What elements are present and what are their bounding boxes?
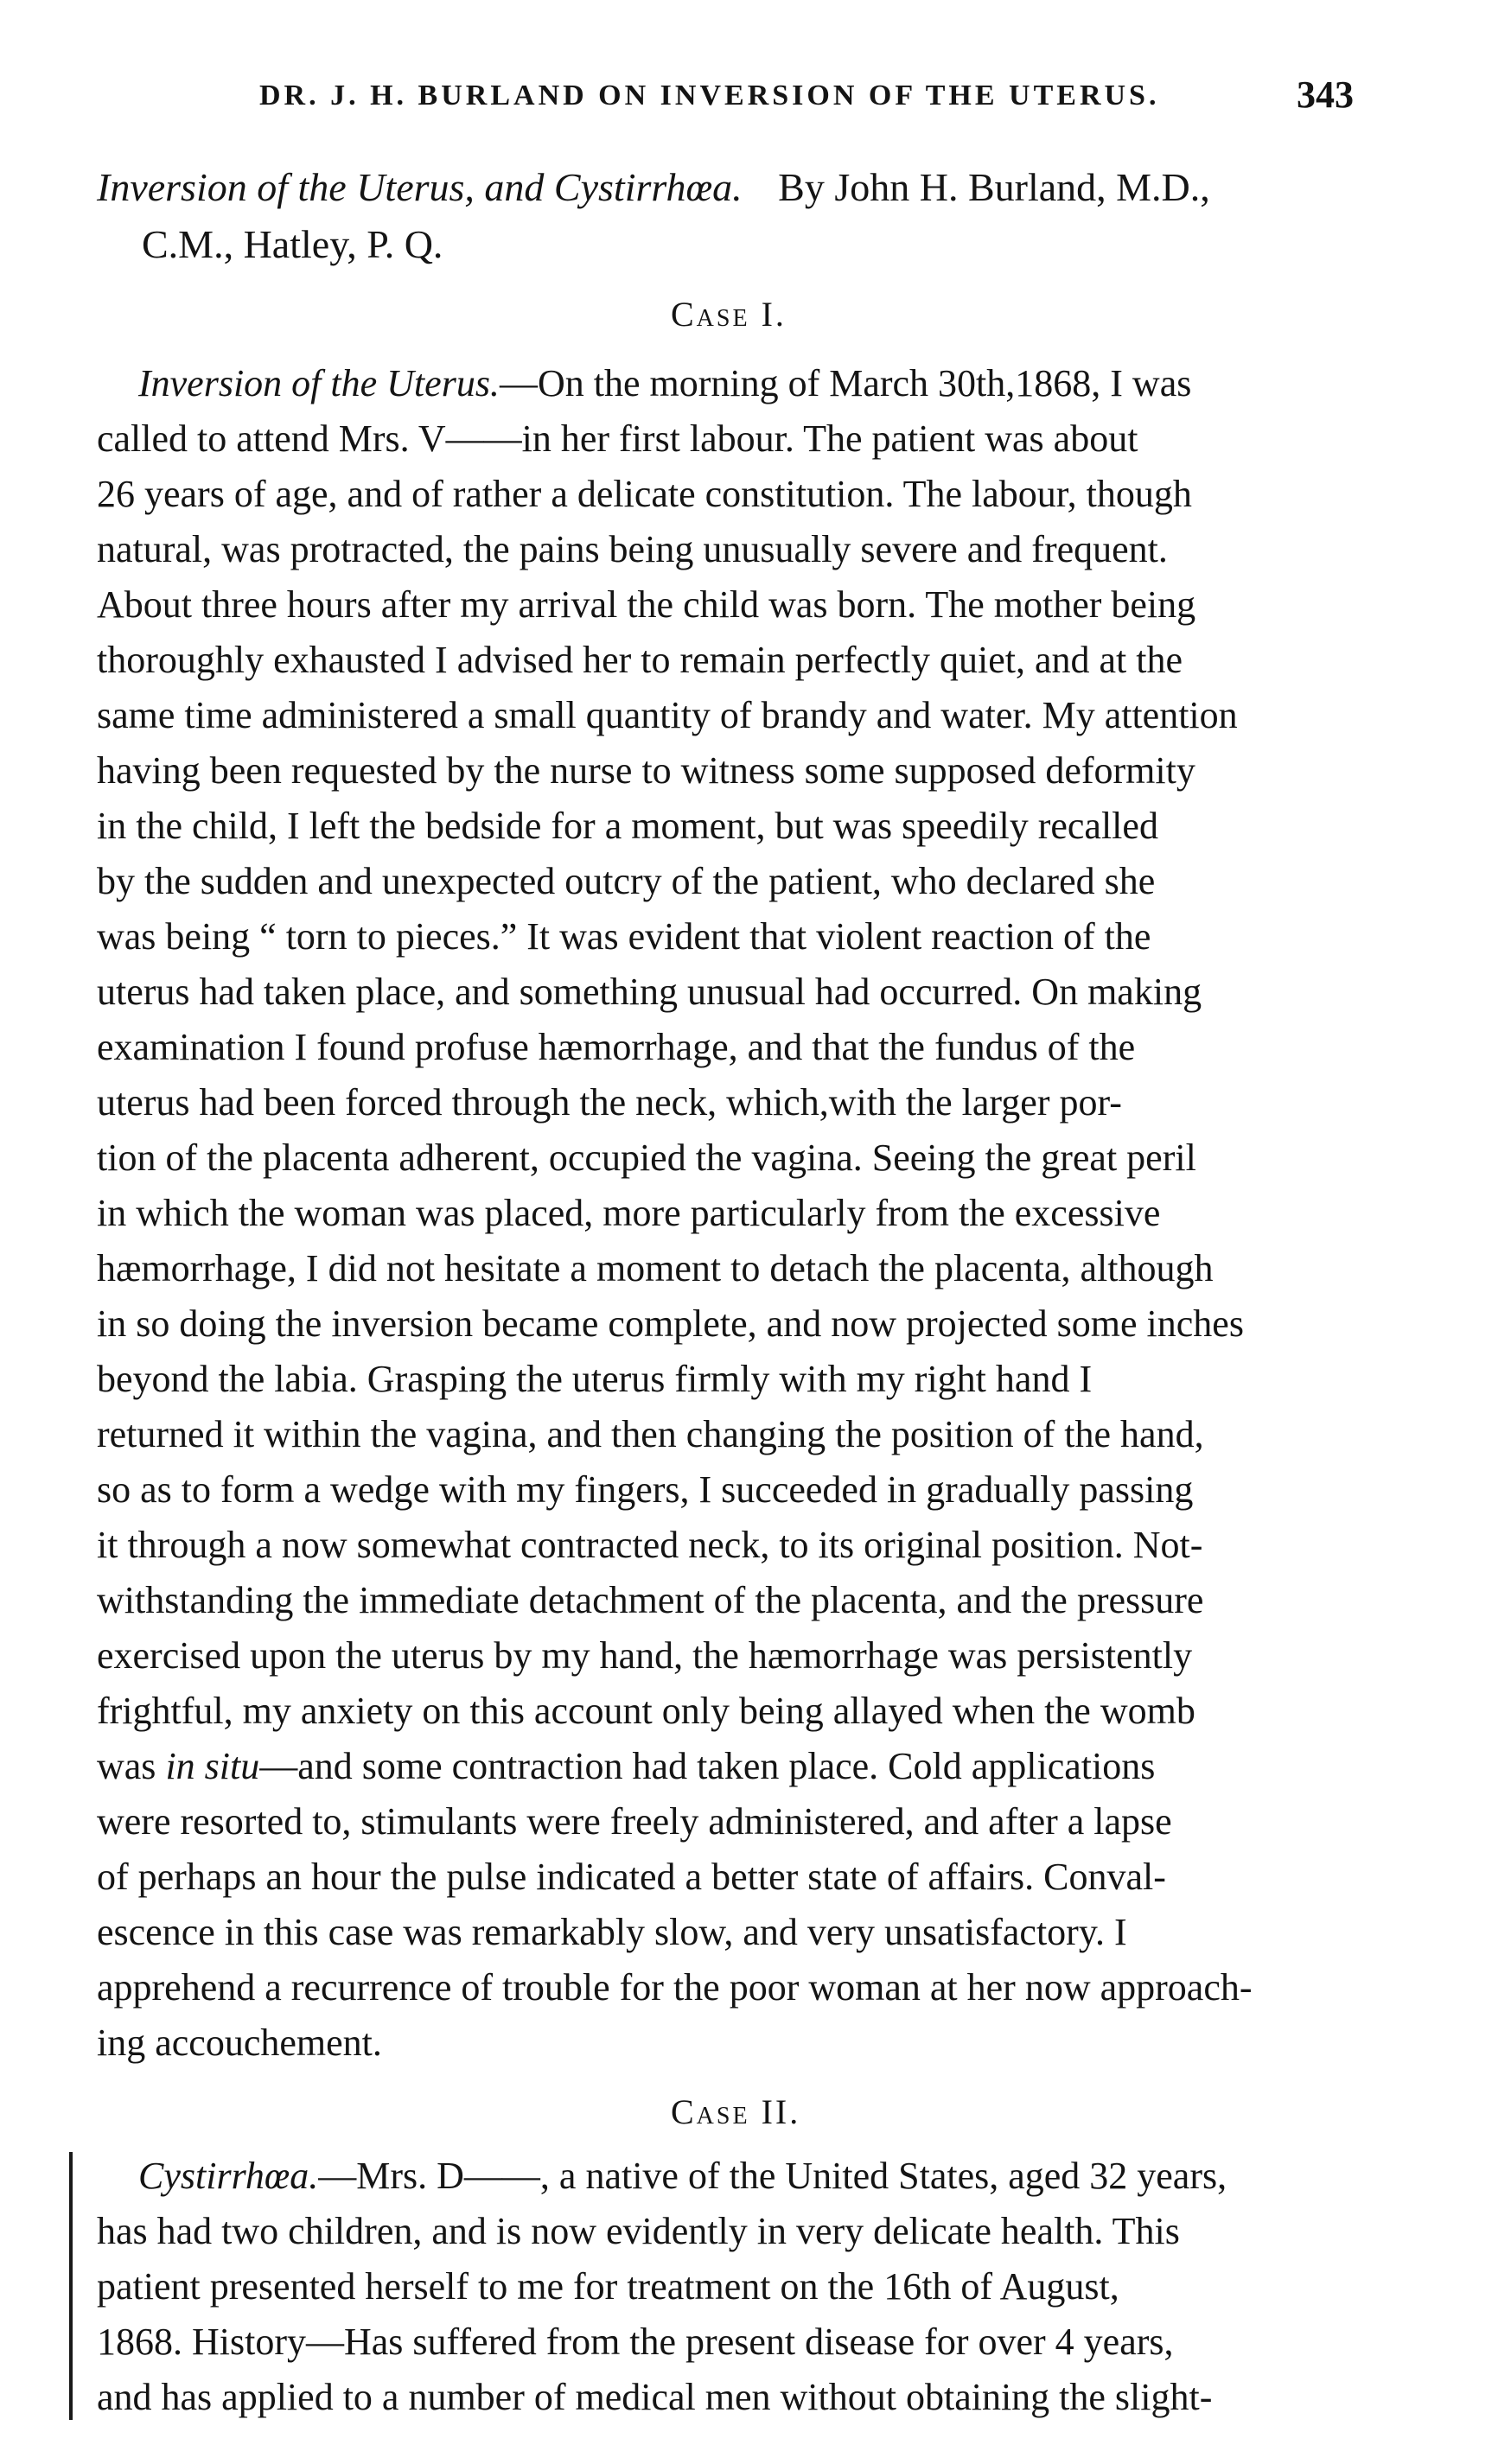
case-1-line-21: so as to form a wedge with my fingers, I succeeded in gradually passing: [97, 1468, 1194, 1511]
case-1-line-26: was in situ—and some contraction had taken place. Cold applications: [97, 1745, 1156, 1787]
case-1-line-5: About three hours after my arrival the child was born. The mother being: [97, 583, 1196, 626]
case-1-line-4: natural, was protracted, the pains being unusually severe and frequent.: [97, 528, 1168, 570]
article-title-line: [97, 164, 1210, 210]
case-1-line-14: uterus had been forced through the neck, which,with the larger por-: [97, 1081, 1122, 1124]
article-title: Inversion of the Uterus, and Cystirrhœa.: [97, 165, 743, 209]
case-1-line-9: in the child, I left the bedside for a moment, but was speedily recalled: [97, 805, 1158, 847]
case-1-line-28: of perhaps an hour the pulse indicated a better state of affairs. Conval-: [97, 1856, 1166, 1898]
case-1-line-22: it through a now somewhat contracted neck, to its original position. Not-: [97, 1524, 1203, 1566]
case-1-line-6: thoroughly exhausted I advised her to remain perfectly quiet, and at the: [97, 639, 1183, 681]
case-1-line-15: tion of the placenta adherent, occupied the vagina. Seeing the great peril: [97, 1136, 1196, 1179]
case-1-line-16: in which the woman was placed, more particularly from the excessive: [97, 1192, 1161, 1234]
case-1-line-12: uterus had taken place, and something unusual had occurred. On making: [97, 971, 1202, 1013]
case-1-line-7: same time administered a small quantity of brandy and water. My attention: [97, 694, 1238, 736]
case-1-line-2: called to attend Mrs. V——in her first labour. The patient was about: [97, 417, 1138, 460]
case-2-line-3: patient presented herself to me for treatment on the 16th of August,: [97, 2265, 1119, 2308]
case-1-line-10: by the sudden and unexpected outcry of the patient, who declared she: [97, 860, 1156, 902]
case-2-line-2: has had two children, and is now evidently in very delicate health. This: [97, 2210, 1180, 2252]
case-1-line-23: withstanding the immediate detachment of the placenta, and the pressure: [97, 1579, 1204, 1621]
case-1-line-3: 26 years of age, and of rather a delicate constitution. The labour, though: [97, 473, 1192, 515]
case-1-line-27: were resorted to, stimulants were freely administered, and after a lapse: [97, 1800, 1172, 1843]
case-1-line-19: beyond the labia. Grasping the uterus firmly with my right hand I: [97, 1358, 1093, 1400]
case-2-heading: Case II.: [671, 2092, 801, 2131]
case-1-line-31: ing accouchement.: [97, 2021, 382, 2064]
case-1-lead: Inversion of the Uterus.: [138, 362, 500, 404]
running-head: DR. J. H. BURLAND ON INVERSION OF THE UTERUS.: [259, 80, 1160, 111]
case-1-line-20: returned it within the vagina, and then changing the position of the hand,: [97, 1413, 1204, 1455]
case-1-line-30: apprehend a recurrence of trouble for the poor woman at her now approach-: [97, 1966, 1253, 2009]
case-2-line-1: Cystirrhœa.—Mrs. D——, a native of the United States, aged 32 years,: [138, 2155, 1227, 2197]
in-situ: in situ: [165, 1745, 260, 1787]
case-2-line-5: and has applied to a number of medical men without obtaining the slight-: [97, 2376, 1213, 2418]
case-1-line-17: hæmorrhage, I did not hesitate a moment to detach the placenta, although: [97, 1247, 1214, 1289]
case-1-line-11: was being “ torn to pieces.” It was evident that violent reaction of the: [97, 915, 1151, 958]
case-1-line-24: exercised upon the uterus by my hand, the hæmorrhage was persistently: [97, 1634, 1193, 1677]
author-byline: By John H. Burland, M.D.,: [778, 165, 1210, 209]
case-1-line-18: in so doing the inversion became complete, and now projected some inches: [97, 1302, 1244, 1345]
case-1-line-13: examination I found profuse hæmorrhage, and that the fundus of the: [97, 1026, 1136, 1068]
case-1-line-8: having been requested by the nurse to witness some supposed deformity: [97, 749, 1195, 792]
case-1-heading: Case I.: [671, 295, 787, 334]
case-2-line-4: 1868. History—Has suffered from the present disease for over 4 years,: [97, 2321, 1174, 2363]
case-2-lead: Cystirrhœa.: [138, 2155, 319, 2197]
page-number: 343: [1297, 73, 1354, 116]
case-1-line-25: frightful, my anxiety on this account only being allayed when the womb: [97, 1690, 1195, 1732]
margin-rule: [69, 2152, 73, 2420]
case-1-line-1: Inversion of the Uterus.—On the morning of March 30th,1868, I was: [138, 362, 1192, 404]
author-affiliation: C.M., Hatley, P. Q.: [142, 222, 443, 266]
case-1-line-29: escence in this case was remarkably slow, and very unsatisfactory. I: [97, 1911, 1127, 1953]
